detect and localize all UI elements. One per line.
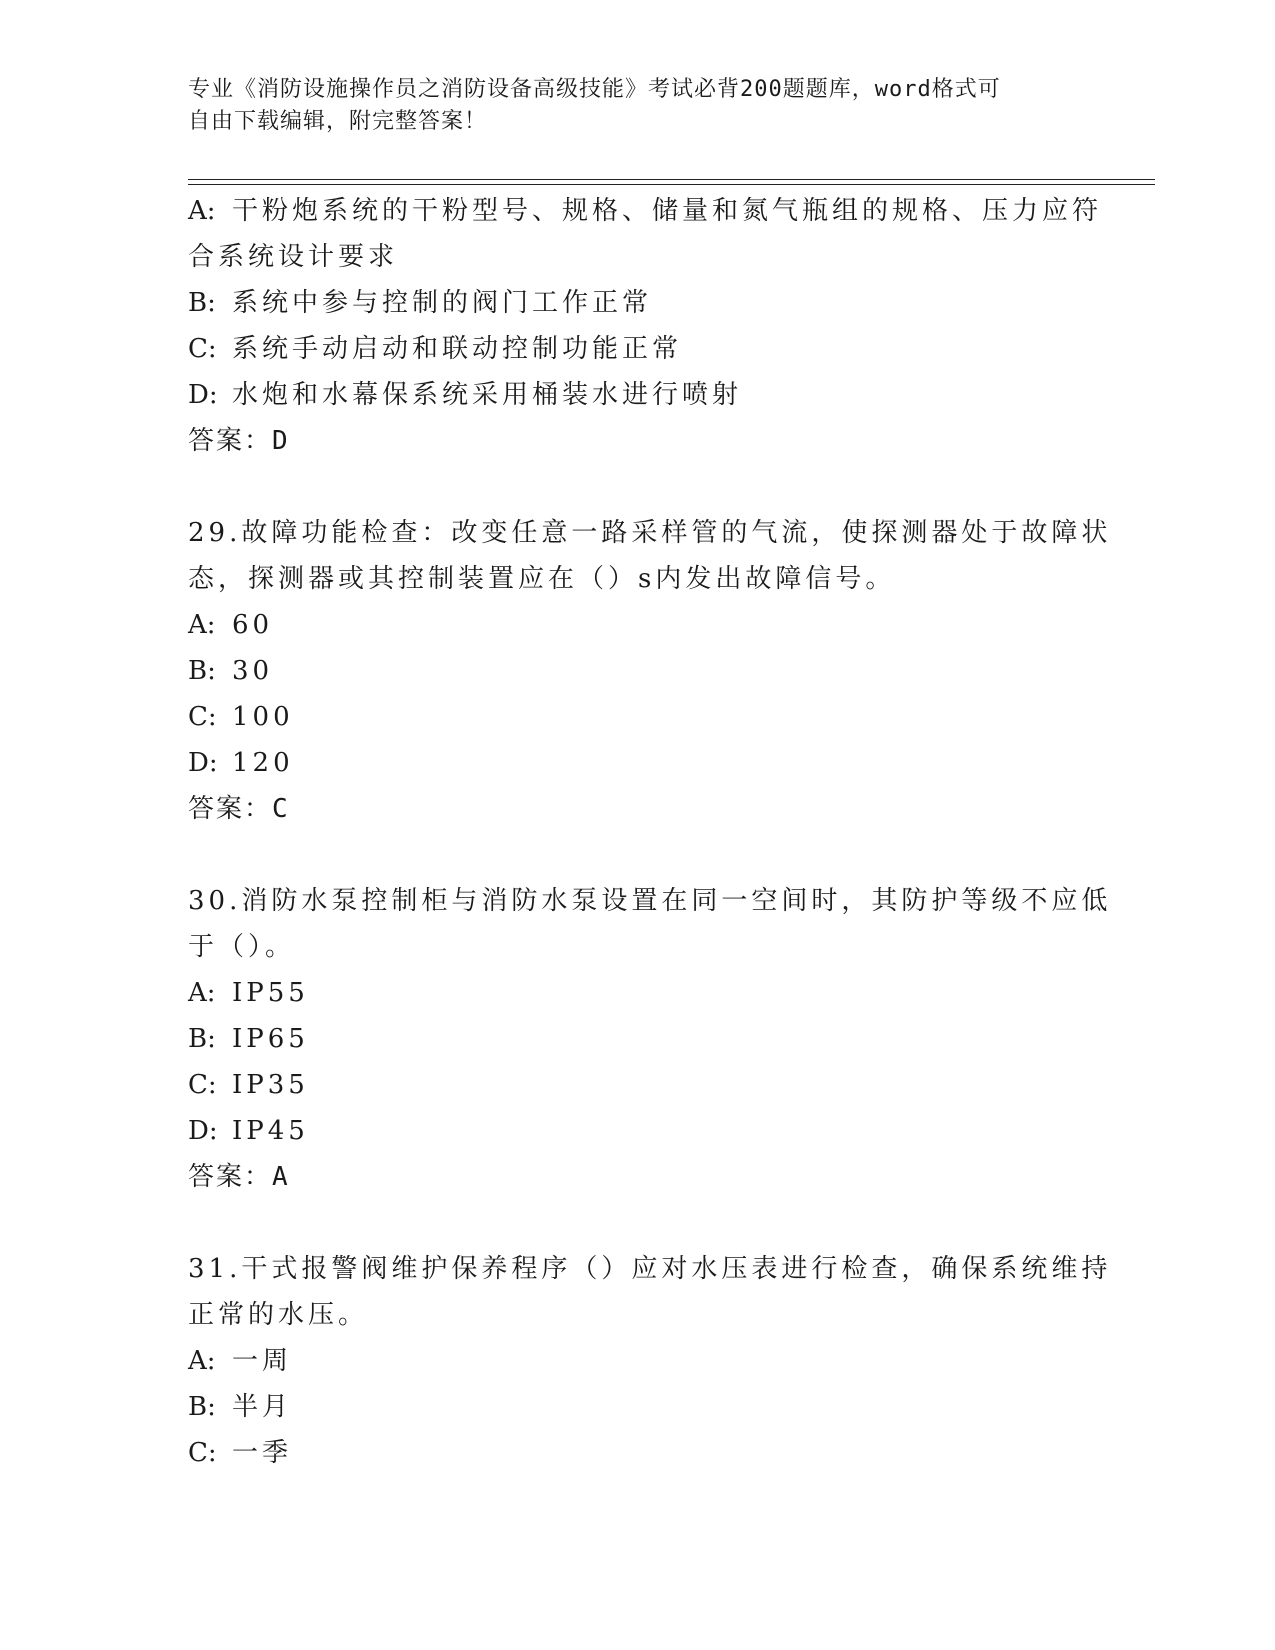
- option-key: B:: [188, 656, 216, 686]
- option-text: IP35: [232, 1070, 309, 1100]
- option-text: 30: [232, 656, 274, 686]
- header-line-1: 专业《消防设施操作员之消防设备高级技能》考试必背200题题库，word格式可: [188, 77, 1001, 102]
- question-stem-continued: 态，探测器或其控制装置应在（）s内发出故障信号。: [188, 564, 896, 594]
- option-text: 120: [232, 748, 294, 778]
- option-d: [188, 1108, 1088, 1154]
- answer: 答案：D: [188, 426, 290, 456]
- option-text: IP65: [232, 1024, 309, 1054]
- option-b: [188, 1016, 1088, 1062]
- question-stem-continued: 于（）。: [188, 932, 296, 962]
- question-list: [188, 188, 1112, 1476]
- header-rule-bottom: [188, 184, 1155, 185]
- option-key: A:: [188, 1346, 216, 1376]
- option-key: A:: [188, 610, 216, 640]
- header-line-2: 自由下载编辑，附完整答案！: [188, 109, 488, 134]
- question-stem: 31.干式报警阀维护保养程序（）应对水压表进行检查，确保系统维持: [188, 1254, 1112, 1284]
- option-c: [188, 326, 1088, 372]
- spacer: [188, 832, 1088, 878]
- option-text: 一季: [232, 1438, 293, 1468]
- option-c: [188, 1430, 1088, 1476]
- option-key: B:: [188, 288, 216, 318]
- header-rule-top: [188, 179, 1155, 180]
- option-c: [188, 694, 1088, 740]
- option-key: C:: [188, 334, 217, 364]
- option-key: D:: [188, 380, 218, 410]
- option-key: C:: [188, 1070, 217, 1100]
- question-stem: 30.消防水泵控制柜与消防水泵设置在同一空间时，其防护等级不应低: [188, 886, 1112, 916]
- option-b: [188, 1384, 1088, 1430]
- answer: 答案：C: [188, 794, 290, 824]
- option-text: 半月: [232, 1392, 293, 1422]
- option-c: [188, 1062, 1088, 1108]
- question-stem-continued: 正常的水压。: [188, 1300, 369, 1330]
- option-key: D:: [188, 1116, 218, 1146]
- option-a: [188, 1338, 1088, 1384]
- spacer: [188, 1200, 1088, 1246]
- answer: 答案：A: [188, 1162, 290, 1192]
- option-a: [188, 188, 1103, 234]
- option-b: [188, 280, 1088, 326]
- option-text: 系统手动启动和联动控制功能正常: [232, 334, 683, 364]
- option-b: [188, 648, 1088, 694]
- option-key: B:: [188, 1392, 216, 1422]
- question-stem: 29.故障功能检查：改变任意一路采样管的气流，使探测器处于故障状: [188, 518, 1112, 548]
- option-a: [188, 970, 1088, 1016]
- option-text: 60: [232, 610, 274, 640]
- option-text: 干粉炮系统的干粉型号、规格、储量和氮气瓶组的规格、压力应符: [232, 196, 1103, 226]
- option-text: 一周: [232, 1346, 293, 1376]
- question-28: [188, 188, 1103, 464]
- question-29: [188, 510, 1112, 832]
- option-text: IP45: [232, 1116, 309, 1146]
- question-31: [188, 1246, 1112, 1476]
- option-text: IP55: [232, 978, 309, 1008]
- option-a: [188, 602, 1088, 648]
- option-key: B:: [188, 1024, 216, 1054]
- option-key: A:: [188, 978, 216, 1008]
- option-d: [188, 740, 1088, 786]
- option-key: C:: [188, 1438, 217, 1468]
- option-text: 水炮和水幕保系统采用桶装水进行喷射: [232, 380, 743, 410]
- document-header: [188, 74, 1088, 138]
- option-text: 系统中参与控制的阀门工作正常: [232, 288, 653, 318]
- option-key: A:: [188, 196, 216, 226]
- option-d: [188, 372, 1088, 418]
- option-a-continued: 合系统设计要求: [188, 242, 399, 272]
- spacer: [188, 464, 1088, 510]
- option-key: C:: [188, 702, 217, 732]
- option-key: D:: [188, 748, 218, 778]
- option-text: 100: [232, 702, 294, 732]
- question-30: [188, 878, 1112, 1200]
